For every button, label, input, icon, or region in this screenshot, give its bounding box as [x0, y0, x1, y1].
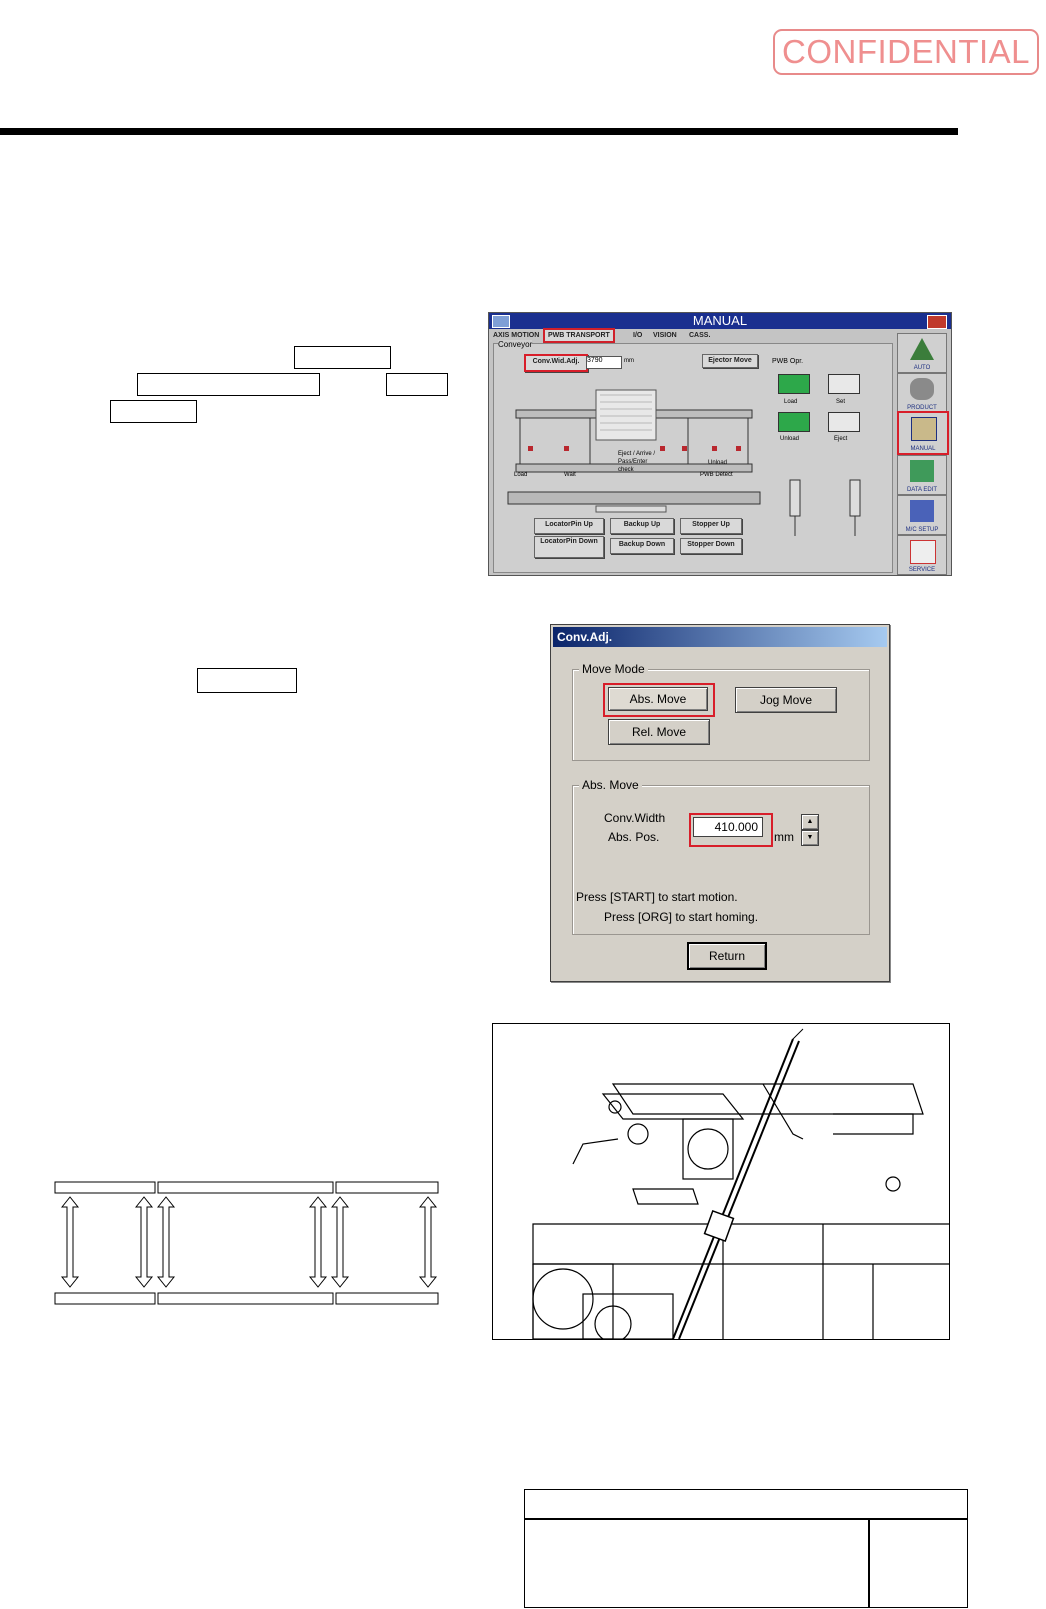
- product-icon: [910, 378, 934, 400]
- instruction-start: Press [START] to start motion.: [576, 890, 738, 904]
- tab-axis-motion[interactable]: AXIS MOTION: [493, 332, 540, 339]
- backup-down-button[interactable]: Backup Down: [610, 538, 674, 554]
- side-mc-setup-label: M/C SETUP: [905, 527, 939, 533]
- instruction-org: Press [ORG] to start homing.: [604, 910, 759, 924]
- rel-move-button[interactable]: Rel. Move: [608, 719, 710, 745]
- arrow-diagram: [54, 1181, 444, 1306]
- width-unit: mm: [624, 358, 634, 364]
- conveyor-label: Conveyor: [498, 340, 533, 349]
- manual-icon: [911, 417, 937, 441]
- manual-screen: [488, 312, 952, 576]
- stopper-up-button[interactable]: Stopper Up: [680, 518, 742, 534]
- tab-io[interactable]: I/O: [633, 332, 643, 339]
- key-box-1: [294, 346, 391, 369]
- conv-label-load: Load: [514, 472, 528, 478]
- key-box-5: [197, 668, 297, 693]
- side-product-label: PRODUCT: [907, 405, 937, 411]
- key-box-3: [386, 373, 448, 396]
- side-data-edit-label: DATA EDIT: [906, 487, 938, 493]
- side-service-label: SERVICE: [908, 567, 936, 573]
- manual-title: MANUAL: [692, 313, 748, 328]
- conv-label-eject-arrive: Eject / Arrive / Pass/Enter check: [618, 451, 656, 473]
- table-divider: [868, 1520, 870, 1607]
- unload-op-button[interactable]: [778, 412, 810, 432]
- spin-up-icon[interactable]: ▲: [801, 814, 819, 830]
- auto-icon: [910, 338, 934, 360]
- conv-adj-title: Conv.Adj.: [553, 627, 887, 647]
- tab-vision[interactable]: VISION: [653, 332, 677, 339]
- side-auto-button[interactable]: [897, 333, 947, 373]
- cylinder-diagram: [784, 476, 874, 546]
- revision-table: [524, 1489, 968, 1608]
- conv-label-wait: Wait: [564, 472, 576, 478]
- conv-width-input[interactable]: 410.000: [693, 817, 763, 837]
- close-icon[interactable]: [927, 315, 947, 329]
- conv-label-unload: Unload: [708, 460, 728, 466]
- header-rule: [0, 128, 958, 135]
- service-icon: [910, 540, 936, 564]
- data-edit-icon: [910, 460, 934, 482]
- spin-down-icon[interactable]: ▼: [801, 830, 819, 846]
- eject-op-button[interactable]: [828, 412, 860, 432]
- unit-label: mm: [774, 830, 794, 844]
- table-rule: [525, 1518, 967, 1520]
- conv-wid-adj-button[interactable]: Conv.Wid.Adj.: [524, 354, 588, 372]
- conv-label-pwb-detect: PWB Detect: [700, 472, 733, 478]
- set-op-label: Set: [836, 399, 846, 405]
- tab-cass[interactable]: CASS.: [689, 332, 711, 339]
- confidential-stamp: CONFIDENTIAL: [773, 29, 1039, 75]
- conveyor-panel: [493, 340, 893, 573]
- eject-op-label: Eject: [834, 436, 848, 442]
- side-manual-label: MANUAL: [910, 446, 936, 452]
- stopper-down-button[interactable]: Stopper Down: [680, 538, 742, 554]
- conveyor-drawing-lines: [493, 1024, 949, 1339]
- width-value: 3790: [586, 356, 622, 369]
- pwb-opr-label: PWB Opr.: [772, 358, 804, 365]
- locatorpin-down-button[interactable]: LocatorPin Down: [534, 536, 604, 558]
- load-op-button[interactable]: [778, 374, 810, 394]
- unload-op-label: Unload: [780, 436, 800, 442]
- abs-move-group-label: Abs. Move: [579, 778, 642, 792]
- ejector-move-button[interactable]: Ejector Move: [702, 354, 758, 368]
- return-button[interactable]: Return: [687, 942, 767, 970]
- side-mc-setup-button[interactable]: [897, 495, 947, 535]
- key-box-2: [137, 373, 320, 396]
- load-op-label: Load: [784, 399, 798, 405]
- side-product-button[interactable]: [897, 373, 947, 413]
- side-manual-button[interactable]: [897, 411, 949, 455]
- key-box-4: [110, 400, 197, 423]
- side-auto-label: AUTO: [913, 365, 931, 371]
- backup-up-button[interactable]: Backup Up: [610, 518, 674, 534]
- abs-move-button[interactable]: Abs. Move: [608, 687, 708, 711]
- move-mode-label: Move Mode: [579, 662, 648, 676]
- conveyor-drawing: [492, 1023, 950, 1340]
- jog-move-button[interactable]: Jog Move: [735, 687, 837, 713]
- abs-pos-label: Abs. Pos.: [608, 830, 660, 844]
- side-data-edit-button[interactable]: [897, 455, 947, 495]
- manual-title-bar: [489, 313, 951, 329]
- locatorpin-up-button[interactable]: LocatorPin Up: [534, 518, 604, 534]
- conv-width-label: Conv.Width: [604, 811, 666, 825]
- set-op-button[interactable]: [828, 374, 860, 394]
- conv-adj-dialog: [550, 624, 890, 982]
- tab-pwb-transport[interactable]: PWB TRANSPORT: [543, 328, 615, 343]
- mc-setup-icon: [910, 500, 934, 522]
- side-service-button[interactable]: [897, 535, 947, 575]
